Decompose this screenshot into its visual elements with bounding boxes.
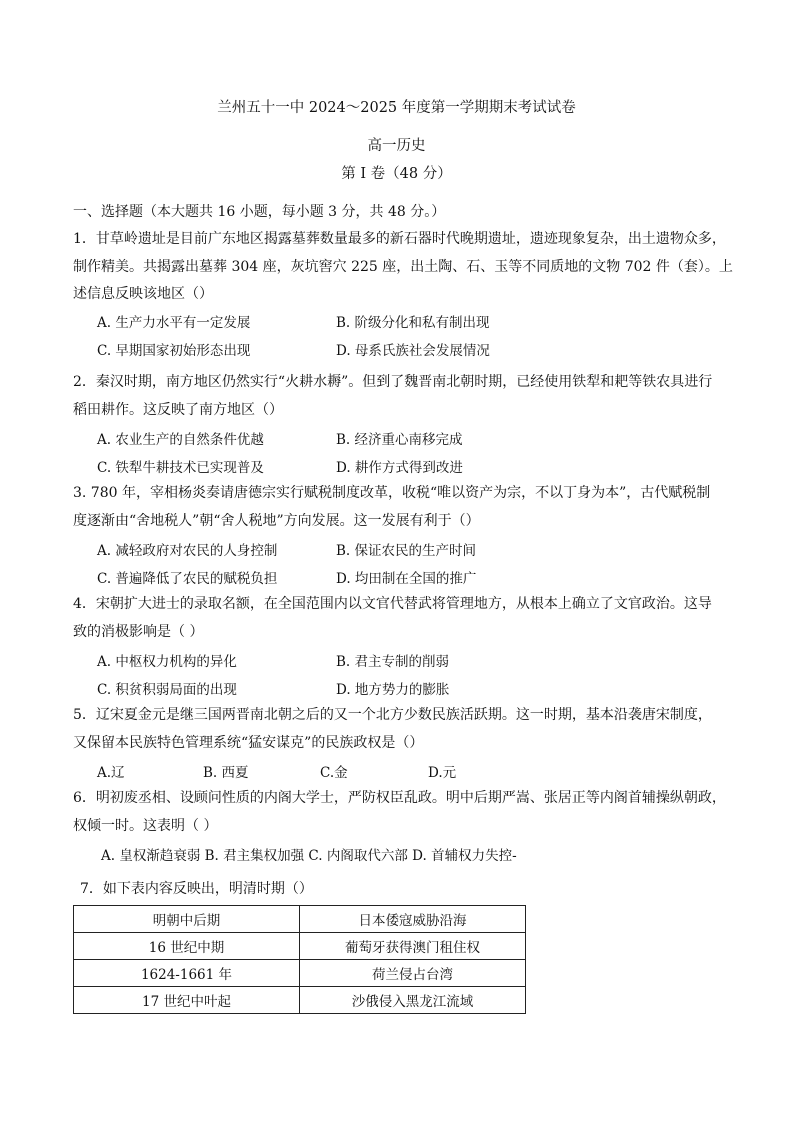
table-cell: 明朝中后期	[74, 906, 300, 933]
q3-option-b[interactable]: B. 保证农民的生产时间	[336, 543, 477, 559]
table-row	[74, 987, 526, 1014]
question-line: 度逐渐由“舍地税人”朝“舍人税地”方向发展。这一发展有利于（）	[73, 512, 480, 529]
section-heading: 一、选择题（本大题共 16 小题，每小题 3 分，共 48 分。）	[73, 204, 446, 220]
question-line: 致的消极影响是（ ）	[73, 623, 204, 640]
question-line: 稻田耕作。这反映了南方地区（）	[73, 401, 283, 418]
question-3	[73, 480, 733, 535]
question-7: 7．如下表内容反映出，明清时期（）	[80, 881, 313, 897]
question-line: 2．秦汉时期，南方地区仍然实行“火耕水耨”。但到了魏晋南北朝时期，已经使用铁犁和耙等铁农具进行	[73, 374, 713, 390]
question-line: 6．明初废丞相、设顾问性质的内阁大学士，严防权臣乱政。明中后期严嵩、张居正等内阁首辅操纵朝政，	[73, 790, 726, 806]
q7-table	[73, 905, 526, 1014]
table-row	[74, 933, 526, 960]
exam-title: 兰州五十一中 2024～2025 年度第一学期期末考试试卷	[217, 100, 576, 116]
question-line: 4．宋朝扩大进士的录取名额，在全国范围内以文官代替武将管理地方，从根本上确立了文官政治。这导	[73, 596, 712, 612]
question-2	[73, 369, 733, 424]
q5-option-b[interactable]: B. 西夏	[203, 765, 249, 781]
question-1	[73, 226, 733, 309]
q4-option-b[interactable]: B. 君主专制的削弱	[336, 654, 450, 670]
q2-option-c[interactable]: C. 铁犁牛耕技术已实现普及	[97, 460, 264, 476]
question-line: 制作精美。共揭露出墓葬 304 座，灰坑窖穴 225 座，出土陶、石、玉等不同质地的文物 702 件（套）。上	[73, 258, 733, 275]
q2-option-b[interactable]: B. 经济重心南移完成	[336, 432, 463, 448]
q1-option-c[interactable]: C. 早期国家初始形态出现	[97, 343, 251, 359]
q4-option-a[interactable]: A. 中枢权力机构的异化	[97, 654, 237, 670]
table-cell: 16 世纪中期	[74, 933, 300, 960]
q3-option-d[interactable]: D. 均田制在全国的推广	[336, 571, 477, 587]
question-5	[73, 702, 733, 757]
exam-volume: 第 I 卷（48 分）	[341, 166, 452, 182]
exam-subject: 高一历史	[367, 138, 426, 154]
q5-option-c[interactable]: C.金	[320, 765, 348, 781]
question-line: 3. 780 年，宰相杨炎奏请唐德宗实行赋税制度改革，收税“唯以资产为宗，不以丁身为本”，古代赋税制	[73, 485, 711, 501]
question-line: 又保留本民族特色管理系统“猛安谋克”的民族政权是（）	[73, 734, 424, 751]
table-cell: 1624-1661 年	[74, 960, 300, 987]
question-line: 权倾一时。这表明（ ）	[73, 817, 218, 834]
q3-option-c[interactable]: C. 普遍降低了农民的赋税负担	[97, 571, 278, 587]
q1-option-b[interactable]: B. 阶级分化和私有制出现	[336, 315, 490, 331]
q5-option-d[interactable]: D.元	[428, 765, 457, 781]
q1-option-a[interactable]: A. 生产力水平有一定发展	[97, 315, 251, 331]
q5-option-a[interactable]: A.辽	[97, 765, 125, 781]
q2-option-a[interactable]: A. 农业生产的自然条件优越	[97, 432, 264, 448]
q6-options[interactable]: A. 皇权渐趋衰弱 B. 君主集权加强 C. 内阁取代六部 D. 首辅权力失控-	[101, 848, 517, 864]
q4-option-d[interactable]: D. 地方势力的膨胀	[336, 682, 450, 698]
question-line: 述信息反映该地区（）	[73, 286, 213, 302]
table-cell: 日本倭寇威胁沿海	[300, 906, 526, 933]
q4-option-c[interactable]: C. 积贫积弱局面的出现	[97, 682, 237, 698]
table-row	[74, 960, 526, 987]
table-cell: 17 世纪中叶起	[74, 987, 300, 1014]
table-cell: 荷兰侵占台湾	[300, 960, 526, 987]
question-6	[73, 785, 733, 840]
q1-option-d[interactable]: D. 母系氏族社会发展情况	[336, 343, 490, 359]
table-cell: 沙俄侵入黑龙江流域	[300, 987, 526, 1014]
q3-option-a[interactable]: A. 减轻政府对农民的人身控制	[97, 543, 278, 559]
question-line: 5．辽宋夏金元是继三国两晋南北朝之后的又一个北方少数民族活跃期。这一时期，基本沿袭唐宋制度，	[73, 707, 712, 723]
table-row	[74, 906, 526, 933]
table-cell: 葡萄牙获得澳门租住权	[300, 933, 526, 960]
question-4	[73, 591, 733, 646]
q2-option-d[interactable]: D. 耕作方式得到改进	[336, 460, 463, 476]
question-line: 1．甘草岭遗址是目前广东地区揭露墓葬数量最多的新石器时代晚期遗址，遗迹现象复杂，出土遗物众多，	[73, 231, 726, 247]
